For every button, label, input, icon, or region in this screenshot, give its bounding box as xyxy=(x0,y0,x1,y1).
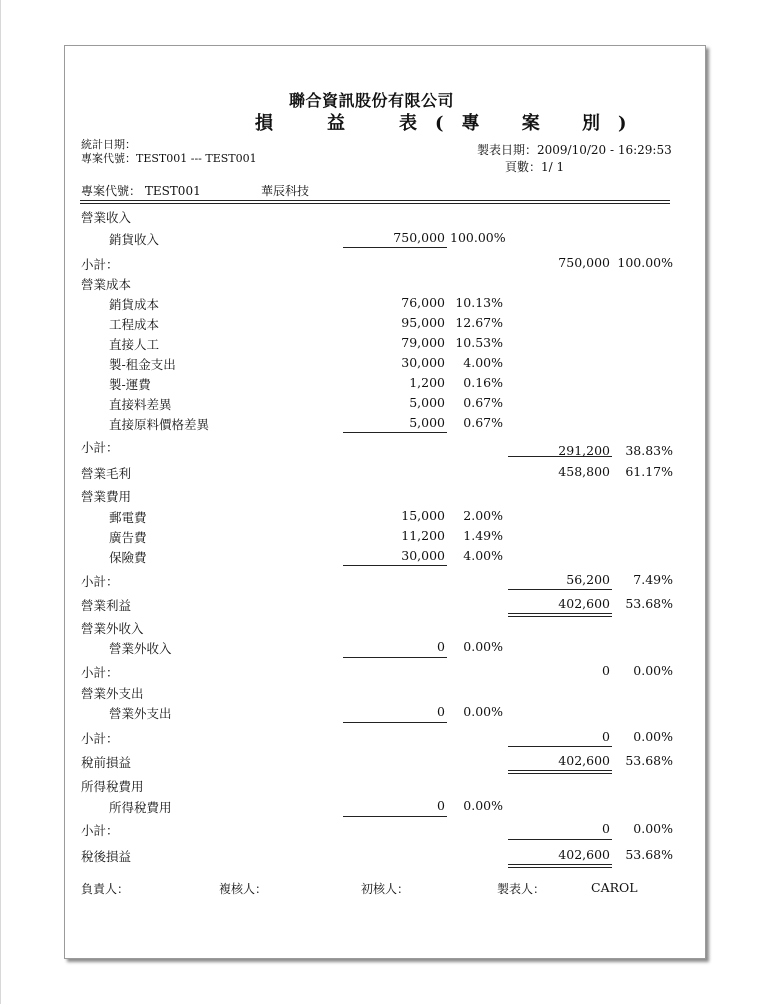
total-row xyxy=(65,462,705,482)
total-amount: 402,600 xyxy=(558,753,610,768)
column-underline xyxy=(508,839,612,840)
subtotal-label: 小計： xyxy=(81,574,119,589)
item-label: 製-租金支出 xyxy=(109,357,176,372)
item-percent: 0.16% xyxy=(463,375,503,390)
total-percent: 53.68% xyxy=(625,596,673,611)
line-item-row xyxy=(65,702,705,722)
subtotal-row xyxy=(65,661,705,681)
line-item-row xyxy=(65,393,705,413)
item-percent: 4.00% xyxy=(463,548,503,563)
line-item-row xyxy=(65,293,705,313)
subtotal-percent: 38.83% xyxy=(625,443,673,458)
item-percent: 10.53% xyxy=(455,335,503,350)
item-amount: 11,200 xyxy=(401,528,445,543)
section-title-row xyxy=(65,682,705,702)
total-row xyxy=(65,845,705,865)
line-item-row xyxy=(65,228,705,248)
section-title-row xyxy=(65,273,705,293)
total-row xyxy=(65,751,705,771)
subtotal-label: 小計： xyxy=(81,440,119,455)
total-percent: 61.17% xyxy=(625,464,673,479)
item-label: 直接人工 xyxy=(109,337,160,352)
section-title-row xyxy=(65,206,705,226)
item-percent: 4.00% xyxy=(463,355,503,370)
item-percent: 0.00% xyxy=(463,704,503,719)
total-label: 稅後損益 xyxy=(81,849,132,864)
viewer-left-border xyxy=(0,0,1,1004)
column-underline xyxy=(508,746,612,747)
item-label: 保險費 xyxy=(109,550,147,565)
item-percent: 0.00% xyxy=(463,798,503,813)
page-number: 頁數：1/ 1 xyxy=(505,160,565,174)
section-title: 營業外收入 xyxy=(81,621,144,636)
item-label: 銷貨成本 xyxy=(109,297,160,312)
item-amount: 5,000 xyxy=(409,395,445,410)
subtotal-percent: 0.00% xyxy=(633,663,673,678)
item-amount: 76,000 xyxy=(401,295,445,310)
subtotal-amount: 750,000 xyxy=(558,255,610,270)
total-percent: 53.68% xyxy=(625,753,673,768)
item-amount: 30,000 xyxy=(401,548,445,563)
project-range: 專案代號：TEST001 --- TEST001 xyxy=(81,152,257,165)
section-title: 營業成本 xyxy=(81,277,132,292)
item-label: 直接原料價格差異 xyxy=(109,417,210,432)
item-percent: 12.67% xyxy=(455,315,503,330)
double-underline xyxy=(508,864,612,868)
column-underline xyxy=(343,565,447,566)
item-percent: 1.49% xyxy=(463,528,503,543)
subtotal-amount: 291,200 xyxy=(558,443,610,458)
double-underline xyxy=(508,770,612,774)
header-rule xyxy=(80,203,670,204)
item-label: 廣告費 xyxy=(109,530,147,545)
item-amount: 750,000 xyxy=(393,230,445,245)
item-label: 直接料差異 xyxy=(109,397,172,412)
item-label: 製-運費 xyxy=(109,377,151,392)
total-label: 營業毛利 xyxy=(81,466,132,481)
subtotal-row xyxy=(65,727,705,747)
column-underline xyxy=(343,432,447,433)
item-amount: 0 xyxy=(437,704,445,719)
subtotal-label: 小計： xyxy=(81,823,119,838)
line-item-row xyxy=(65,526,705,546)
subtotal-amount: 0 xyxy=(602,663,610,678)
section-title: 營業收入 xyxy=(81,210,132,225)
subtotal-percent: 7.49% xyxy=(633,572,673,587)
total-percent: 53.68% xyxy=(625,847,673,862)
line-item-row xyxy=(65,313,705,333)
project-name: 華辰科技 xyxy=(261,184,310,198)
subtotal-percent: 100.00% xyxy=(617,255,673,270)
project-code: 專案代號： TEST001 xyxy=(81,184,201,198)
subtotal-label: 小計： xyxy=(81,731,119,746)
item-percent: 0.67% xyxy=(463,415,503,430)
line-item-row xyxy=(65,546,705,566)
item-label: 郵電費 xyxy=(109,510,147,525)
item-amount: 0 xyxy=(437,798,445,813)
item-amount: 79,000 xyxy=(401,335,445,350)
subtotal-row xyxy=(65,570,705,590)
column-underline xyxy=(343,657,447,658)
header-rule xyxy=(80,200,670,201)
subtotal-amount: 0 xyxy=(602,821,610,836)
line-item-row xyxy=(65,796,705,816)
section-title-row xyxy=(65,775,705,795)
subtotal-percent: 0.00% xyxy=(633,821,673,836)
total-label: 營業利益 xyxy=(81,598,132,613)
column-underline xyxy=(343,816,447,817)
section-title: 營業費用 xyxy=(81,489,132,504)
column-underline xyxy=(343,722,447,723)
subtotal-values xyxy=(65,441,705,461)
line-item-row xyxy=(65,333,705,353)
item-label: 銷貨收入 xyxy=(109,232,160,247)
subtotal-percent: 0.00% xyxy=(633,729,673,744)
item-amount: 95,000 xyxy=(401,315,445,330)
subtotal-label: 小計： xyxy=(81,257,119,272)
report-page xyxy=(64,45,706,959)
line-item-row xyxy=(65,373,705,393)
item-percent: 2.00% xyxy=(463,508,503,523)
section-title-row xyxy=(65,617,705,637)
signature-checker: 初核人： xyxy=(361,882,410,896)
preparer-name: CAROL xyxy=(591,880,638,895)
section-title-row xyxy=(65,485,705,505)
item-label: 營業外支出 xyxy=(109,706,172,721)
total-row xyxy=(65,594,705,614)
total-amount: 402,600 xyxy=(558,596,610,611)
print-date: 製表日期：2009/10/20 - 16:29:53 xyxy=(477,143,672,157)
signature-preparer: 製表人： xyxy=(497,882,546,896)
line-item-row xyxy=(65,506,705,526)
subtotal-amount: 0 xyxy=(602,729,610,744)
column-underline xyxy=(343,247,447,248)
section-title: 營業外支出 xyxy=(81,686,144,701)
line-item-row xyxy=(65,637,705,657)
report-title: 損 益 表(專 案 別) xyxy=(255,113,645,134)
item-amount: 0 xyxy=(437,639,445,654)
line-item-row xyxy=(65,413,705,433)
stat-date: 統計日期： xyxy=(81,138,136,151)
item-label: 所得稅費用 xyxy=(109,800,172,815)
signature-reviewer: 複核人： xyxy=(219,882,268,896)
item-percent: 0.00% xyxy=(463,639,503,654)
item-amount: 5,000 xyxy=(409,415,445,430)
total-amount: 402,600 xyxy=(558,847,610,862)
item-label: 工程成本 xyxy=(109,317,160,332)
item-amount: 1,200 xyxy=(409,375,445,390)
subtotal-row xyxy=(65,253,705,273)
column-underline xyxy=(508,589,612,590)
line-item-row xyxy=(65,353,705,373)
item-percent: 0.67% xyxy=(463,395,503,410)
total-label: 稅前損益 xyxy=(81,755,132,770)
signature-responsible: 負責人： xyxy=(81,882,130,896)
item-percent: 100.00% xyxy=(450,230,506,245)
total-amount: 458,800 xyxy=(558,464,610,479)
item-amount: 30,000 xyxy=(401,355,445,370)
subtotal-row xyxy=(65,819,705,839)
section-title: 所得稅費用 xyxy=(81,779,144,794)
item-percent: 10.13% xyxy=(455,295,503,310)
company-name: 聯合資訊股份有限公司 xyxy=(289,91,455,110)
subtotal-label: 小計： xyxy=(81,665,119,680)
item-label: 營業外收入 xyxy=(109,641,172,656)
item-amount: 15,000 xyxy=(401,508,445,523)
subtotal-amount: 56,200 xyxy=(566,572,610,587)
